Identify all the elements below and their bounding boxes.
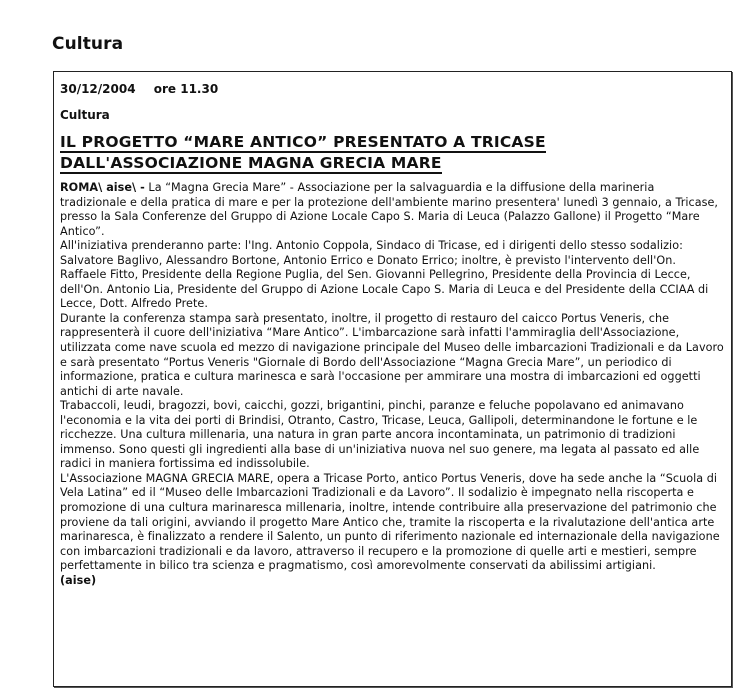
article-paragraph-3: Durante la conferenza stampa sarà presentato, inoltre, il progetto di restauro del caicco Portus Veneris, che rappresenterà il cuore dell'iniziativa “Mare Antico”. L'imbarcazione sarà infatti l'ammiraglia dell'Associazione, utilizzata come nave scuola ed mezzo di navigazione principale del Museo delle imbarcazioni Tradizionali e da Lavoro e sarà presentato “Portus Veneris "Giornale di Bordo dell'Associazione “Magna Grecia Mare”, un periodico di informazione, pratica e cultura marinesca e sarà l'occasione per ammirare una mostra di imbarcazioni ed oggetti antichi di arte navale. xyxy=(60,311,724,398)
article-time: ore 11.30 xyxy=(153,82,219,96)
article-body xyxy=(60,181,724,588)
article-lead: ROMA\ aise\ - xyxy=(60,181,145,194)
paragraph-text: La “Magna Grecia Mare” - Associazione per la salvaguardia e la diffusione della marineria tradizionale e della pratica di mare e per la protezione dell'ambiente marino presentera' lunedì 3 gennaio, a Tricase, presso la Sala Conferenze del Gruppo di Azione Locale Capo S. Maria di Leuca (Palazzo Gallone) il Progetto “Mare Antico”. xyxy=(60,181,719,238)
article-paragraph-2: All'iniziativa prenderanno parte: l'Ing. Antonio Coppola, Sindaco di Tricase, ed i dirigenti dello stesso sodalizio: Salvatore Baglivo, Alessandro Bortone, Antonio Errico e Donato Errico; inoltre, è previsto l'intervento dell'On. Raffaele Fitto, Presidente della Regione Puglia, del Sen. Giovanni Pellegrino, Presidente della Provincia di Lecce, dell'On. Antonio Lia, Presidente del Gruppo di Azione Locale Capo S. Maria di Leuca e del Presidente della CCIAA di Lecce, Dott. Alfredo Prete. xyxy=(60,239,709,311)
headline-line-2: DALL'ASSOCIAZIONE MAGNA GRECIA MARE xyxy=(60,154,442,172)
article-clipping xyxy=(53,71,732,687)
article-signoff: (aise) xyxy=(60,573,97,587)
article-paragraph-4: Trabaccoli, leudi, bragozzi, bovi, caicchi, gozzi, brigantini, pinchi, paranze e feluche popolavano ed animavano l'economia e la vita dei porti di Brindisi, Otranto, Castro, Tricase, Leuca, Gallipoli, determinandone le fortune e le ricchezze. Una cultura millenaria, una natura in gran parte ancora incontaminata, un patrimonio di tradizioni immenso. Sono questi gli ingredienti alla base di un'iniziativa nuova nel suo genere, ma legata al passato ed alle radici in maniera fortissima ed indissolubile. xyxy=(60,399,700,471)
article-headline xyxy=(60,132,546,174)
section-title: Cultura xyxy=(52,34,124,54)
article-category: Cultura xyxy=(60,108,110,122)
headline-line-1: IL PROGETTO “MARE ANTICO” PRESENTATO A TRICASE xyxy=(60,133,546,151)
article-paragraph-1 xyxy=(60,181,724,239)
article-dateline xyxy=(60,82,218,96)
article-paragraph-5: L'Associazione MAGNA GRECIA MARE, opera a Tricase Porto, antico Portus Veneris, dove ha sede anche la “Scuola di Vela Latina” ed il “Museo delle Imbarcazioni Tradizionali e da Lavoro”. Il sodalizio è impegnato nella riscoperta e promozione di una cultura marinaresca millenaria, inoltre, intende contribuire alla preservazione del patrimonio che proviene da tali origini, avviando il progetto Mare Antico che, tramite la riscoperta e la rivalutazione dell'antica arte marinaresca, è finalizzato a rendere il Salento, un punto di riferimento nazionale ed internazionale della navigazione con imbarcazioni tradizionali e da lavoro, attraverso il recupero e la promozione di quelle arti e mestieri, sempre perfettamente in bilico tra scienza e pragmatismo, così amorevolmente conservati da abilissimi artigiani. xyxy=(60,471,720,573)
article-date: 30/12/2004 xyxy=(60,82,136,96)
